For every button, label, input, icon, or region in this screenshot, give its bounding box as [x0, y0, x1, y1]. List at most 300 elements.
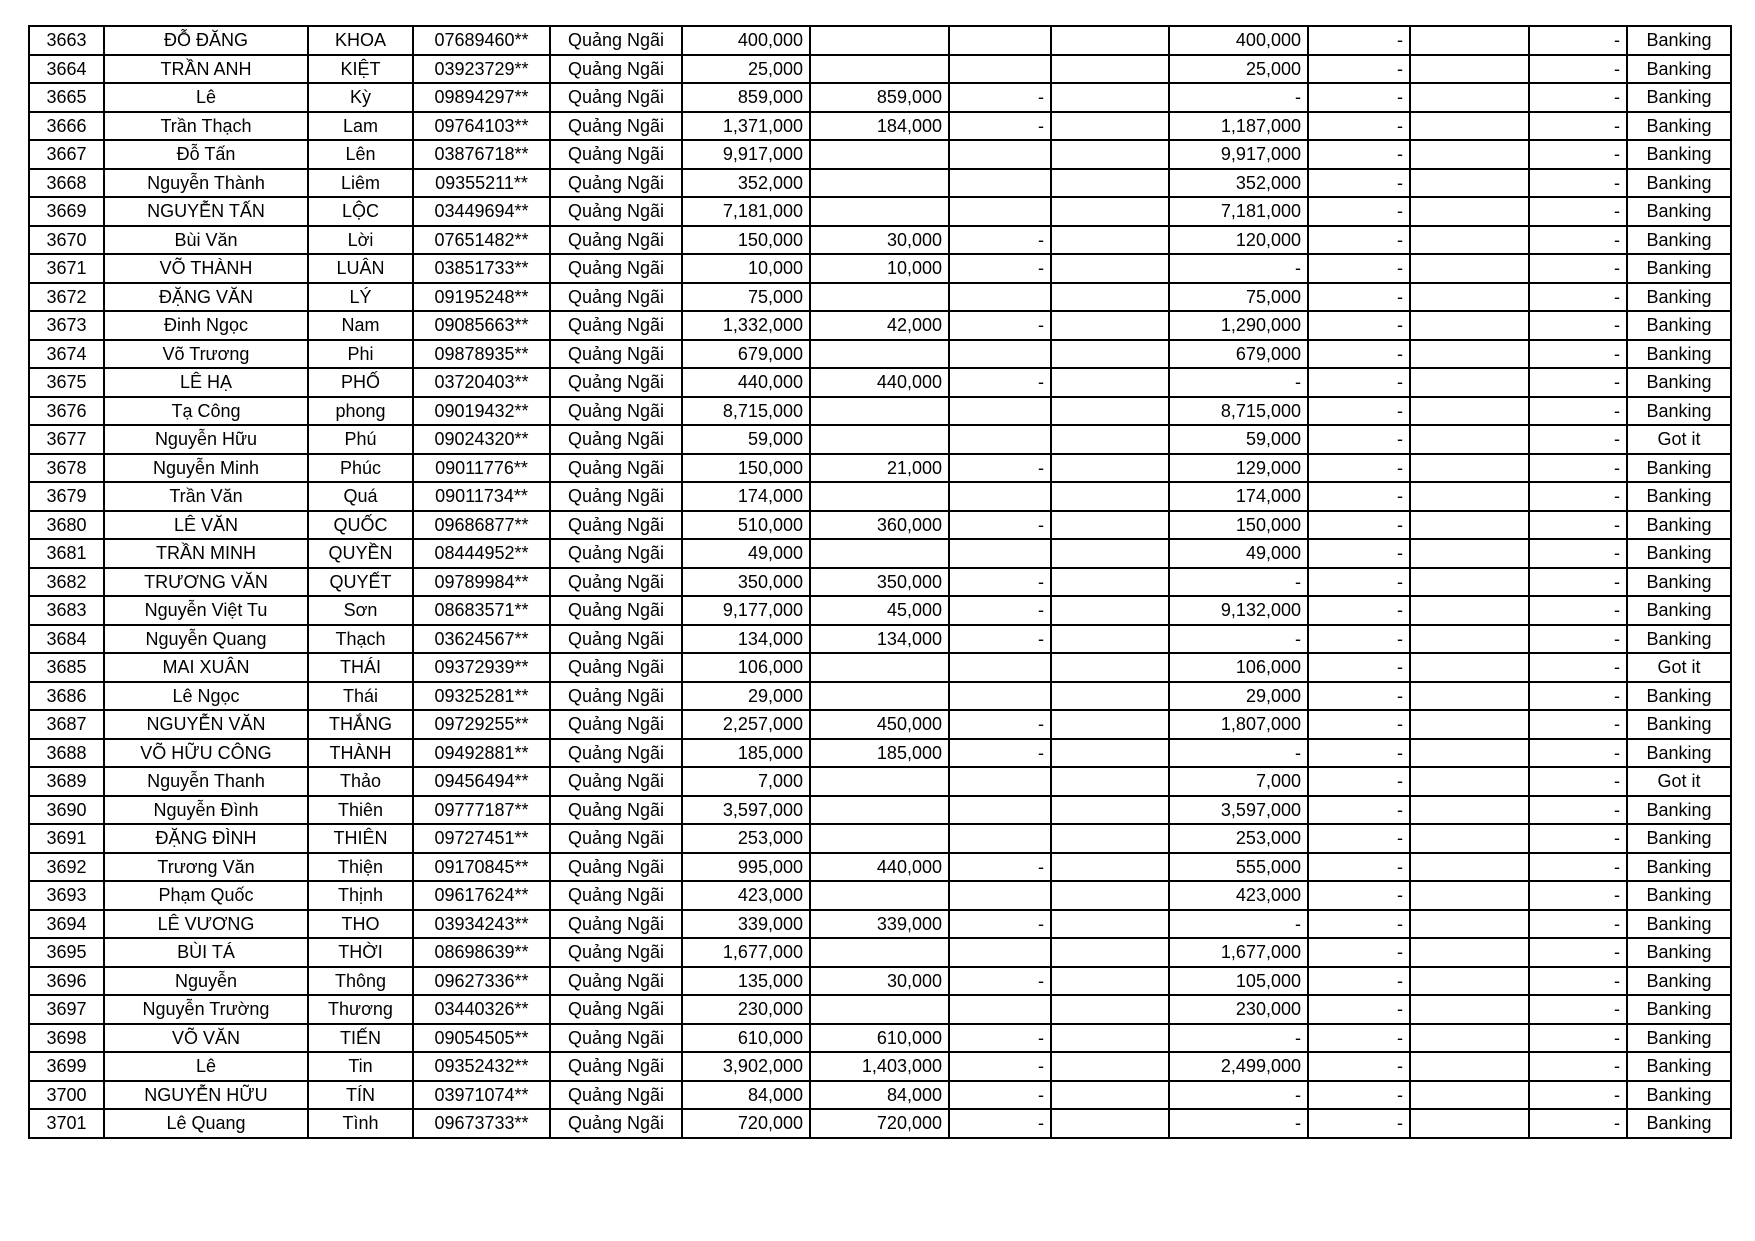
row-number-cell: 3690: [29, 796, 104, 825]
remaining-amount-cell: 1,677,000: [1169, 938, 1308, 967]
amount-col-7-cell: [810, 824, 949, 853]
amount-col-8-cell: [949, 26, 1051, 55]
amount-col-9-cell: [1051, 995, 1169, 1024]
table-row: [29, 596, 1731, 625]
amount-col-11-cell: -: [1308, 511, 1410, 540]
last-name-cell: ĐẶNG VĂN: [104, 283, 308, 312]
total-amount-cell: 9,177,000: [682, 596, 810, 625]
last-name-cell: ĐẶNG ĐÌNH: [104, 824, 308, 853]
amount-col-12-cell: [1410, 226, 1529, 255]
province-cell: Quảng Ngãi: [550, 283, 682, 312]
first-name-cell: Tình: [308, 1109, 413, 1138]
row-number-cell: 3665: [29, 83, 104, 112]
payment-method-cell: Banking: [1627, 1024, 1731, 1053]
province-cell: Quảng Ngãi: [550, 169, 682, 198]
first-name-cell: Liêm: [308, 169, 413, 198]
amount-col-13-cell: -: [1529, 625, 1627, 654]
amount-col-8-cell: [949, 169, 1051, 198]
payout-table: [28, 25, 1732, 1139]
total-amount-cell: 150,000: [682, 454, 810, 483]
amount-col-13-cell: -: [1529, 881, 1627, 910]
last-name-cell: Bùi Văn: [104, 226, 308, 255]
total-amount-cell: 135,000: [682, 967, 810, 996]
amount-col-8-cell: [949, 682, 1051, 711]
amount-col-11-cell: -: [1308, 824, 1410, 853]
payment-method-cell: Banking: [1627, 454, 1731, 483]
amount-col-11-cell: -: [1308, 1024, 1410, 1053]
remaining-amount-cell: 129,000: [1169, 454, 1308, 483]
payment-method-cell: Banking: [1627, 682, 1731, 711]
last-name-cell: VÕ VĂN: [104, 1024, 308, 1053]
first-name-cell: Thịnh: [308, 881, 413, 910]
row-number-cell: 3674: [29, 340, 104, 369]
amount-col-8-cell: [949, 482, 1051, 511]
amount-col-8-cell: [949, 995, 1051, 1024]
amount-col-13-cell: -: [1529, 397, 1627, 426]
province-cell: Quảng Ngãi: [550, 311, 682, 340]
table-row: [29, 539, 1731, 568]
first-name-cell: Lam: [308, 112, 413, 141]
amount-col-7-cell: [810, 55, 949, 84]
amount-col-7-cell: 30,000: [810, 226, 949, 255]
payment-method-cell: Banking: [1627, 340, 1731, 369]
amount-col-12-cell: [1410, 26, 1529, 55]
table-row: [29, 1081, 1731, 1110]
last-name-cell: Nguyễn Đình: [104, 796, 308, 825]
province-cell: Quảng Ngãi: [550, 254, 682, 283]
province-cell: Quảng Ngãi: [550, 1052, 682, 1081]
payment-method-cell: Banking: [1627, 995, 1731, 1024]
amount-col-9-cell: [1051, 653, 1169, 682]
first-name-cell: Thảo: [308, 767, 413, 796]
amount-col-12-cell: [1410, 881, 1529, 910]
payment-method-cell: Banking: [1627, 853, 1731, 882]
amount-col-8-cell: [949, 767, 1051, 796]
amount-col-11-cell: -: [1308, 995, 1410, 1024]
first-name-cell: Thạch: [308, 625, 413, 654]
last-name-cell: LÊ HẠ: [104, 368, 308, 397]
amount-col-8-cell: [949, 340, 1051, 369]
total-amount-cell: 174,000: [682, 482, 810, 511]
remaining-amount-cell: 1,187,000: [1169, 112, 1308, 141]
amount-col-8-cell: -: [949, 254, 1051, 283]
total-amount-cell: 25,000: [682, 55, 810, 84]
amount-col-9-cell: [1051, 796, 1169, 825]
last-name-cell: Lê Ngọc: [104, 682, 308, 711]
amount-col-12-cell: [1410, 1081, 1529, 1110]
payment-method-cell: Banking: [1627, 1052, 1731, 1081]
last-name-cell: Nguyễn Thành: [104, 169, 308, 198]
amount-col-13-cell: -: [1529, 112, 1627, 141]
province-cell: Quảng Ngãi: [550, 853, 682, 882]
province-cell: Quảng Ngãi: [550, 425, 682, 454]
amount-col-12-cell: [1410, 368, 1529, 397]
payment-method-cell: Banking: [1627, 169, 1731, 198]
amount-col-7-cell: 450,000: [810, 710, 949, 739]
row-number-cell: 3675: [29, 368, 104, 397]
amount-col-8-cell: -: [949, 83, 1051, 112]
total-amount-cell: 610,000: [682, 1024, 810, 1053]
first-name-cell: LUÂN: [308, 254, 413, 283]
amount-col-13-cell: -: [1529, 1052, 1627, 1081]
amount-col-9-cell: [1051, 511, 1169, 540]
row-number-cell: 3666: [29, 112, 104, 141]
amount-col-11-cell: -: [1308, 739, 1410, 768]
payment-method-cell: Banking: [1627, 482, 1731, 511]
payment-method-cell: Banking: [1627, 710, 1731, 739]
row-number-cell: 3696: [29, 967, 104, 996]
total-amount-cell: 339,000: [682, 910, 810, 939]
remaining-amount-cell: -: [1169, 1081, 1308, 1110]
amount-col-8-cell: -: [949, 1024, 1051, 1053]
table-row: [29, 368, 1731, 397]
amount-col-7-cell: 339,000: [810, 910, 949, 939]
amount-col-7-cell: [810, 340, 949, 369]
first-name-cell: TIẾN: [308, 1024, 413, 1053]
amount-col-12-cell: [1410, 938, 1529, 967]
amount-col-8-cell: [949, 425, 1051, 454]
amount-col-7-cell: [810, 283, 949, 312]
province-cell: Quảng Ngãi: [550, 26, 682, 55]
table-row: [29, 967, 1731, 996]
amount-col-8-cell: -: [949, 226, 1051, 255]
remaining-amount-cell: 25,000: [1169, 55, 1308, 84]
amount-col-13-cell: -: [1529, 682, 1627, 711]
last-name-cell: Đinh Ngọc: [104, 311, 308, 340]
amount-col-12-cell: [1410, 596, 1529, 625]
amount-col-11-cell: -: [1308, 853, 1410, 882]
amount-col-11-cell: -: [1308, 425, 1410, 454]
table-row: [29, 226, 1731, 255]
first-name-cell: LÝ: [308, 283, 413, 312]
phone-number-cell: 03449694**: [413, 197, 550, 226]
amount-col-11-cell: -: [1308, 653, 1410, 682]
amount-col-8-cell: -: [949, 511, 1051, 540]
phone-number-cell: 09085663**: [413, 311, 550, 340]
table-row: [29, 1024, 1731, 1053]
amount-col-13-cell: -: [1529, 710, 1627, 739]
phone-number-cell: 03923729**: [413, 55, 550, 84]
amount-col-8-cell: -: [949, 853, 1051, 882]
amount-col-12-cell: [1410, 283, 1529, 312]
amount-col-9-cell: [1051, 454, 1169, 483]
last-name-cell: Trần Thạch: [104, 112, 308, 141]
amount-col-12-cell: [1410, 995, 1529, 1024]
payment-method-cell: Banking: [1627, 112, 1731, 141]
remaining-amount-cell: -: [1169, 568, 1308, 597]
table-row: [29, 397, 1731, 426]
phone-number-cell: 03624567**: [413, 625, 550, 654]
row-number-cell: 3676: [29, 397, 104, 426]
remaining-amount-cell: 8,715,000: [1169, 397, 1308, 426]
remaining-amount-cell: -: [1169, 739, 1308, 768]
amount-col-11-cell: -: [1308, 625, 1410, 654]
payment-method-cell: Banking: [1627, 967, 1731, 996]
amount-col-13-cell: -: [1529, 539, 1627, 568]
amount-col-12-cell: [1410, 1052, 1529, 1081]
province-cell: Quảng Ngãi: [550, 112, 682, 141]
amount-col-7-cell: 360,000: [810, 511, 949, 540]
payment-method-cell: Banking: [1627, 83, 1731, 112]
payment-method-cell: Banking: [1627, 938, 1731, 967]
first-name-cell: LỘC: [308, 197, 413, 226]
first-name-cell: Phúc: [308, 454, 413, 483]
table-row: [29, 796, 1731, 825]
amount-col-8-cell: [949, 283, 1051, 312]
amount-col-9-cell: [1051, 1024, 1169, 1053]
row-number-cell: 3671: [29, 254, 104, 283]
last-name-cell: TRẦN MINH: [104, 539, 308, 568]
amount-col-9-cell: [1051, 1052, 1169, 1081]
amount-col-9-cell: [1051, 112, 1169, 141]
remaining-amount-cell: 106,000: [1169, 653, 1308, 682]
total-amount-cell: 3,902,000: [682, 1052, 810, 1081]
table-row: [29, 112, 1731, 141]
amount-col-12-cell: [1410, 796, 1529, 825]
amount-col-12-cell: [1410, 140, 1529, 169]
remaining-amount-cell: 59,000: [1169, 425, 1308, 454]
remaining-amount-cell: 679,000: [1169, 340, 1308, 369]
row-number-cell: 3681: [29, 539, 104, 568]
amount-col-11-cell: -: [1308, 454, 1410, 483]
table-row: [29, 482, 1731, 511]
table-body: [29, 26, 1731, 1138]
amount-col-7-cell: 350,000: [810, 568, 949, 597]
amount-col-9-cell: [1051, 967, 1169, 996]
total-amount-cell: 1,332,000: [682, 311, 810, 340]
amount-col-12-cell: [1410, 482, 1529, 511]
province-cell: Quảng Ngãi: [550, 653, 682, 682]
amount-col-9-cell: [1051, 881, 1169, 910]
first-name-cell: QUỐC: [308, 511, 413, 540]
amount-col-9-cell: [1051, 283, 1169, 312]
phone-number-cell: 09729255**: [413, 710, 550, 739]
first-name-cell: Tin: [308, 1052, 413, 1081]
row-number-cell: 3691: [29, 824, 104, 853]
amount-col-11-cell: -: [1308, 226, 1410, 255]
first-name-cell: TÍN: [308, 1081, 413, 1110]
amount-col-12-cell: [1410, 682, 1529, 711]
province-cell: Quảng Ngãi: [550, 767, 682, 796]
amount-col-7-cell: [810, 796, 949, 825]
phone-number-cell: 09456494**: [413, 767, 550, 796]
total-amount-cell: 10,000: [682, 254, 810, 283]
phone-number-cell: 07651482**: [413, 226, 550, 255]
amount-col-13-cell: -: [1529, 26, 1627, 55]
amount-col-12-cell: [1410, 710, 1529, 739]
table-row: [29, 682, 1731, 711]
remaining-amount-cell: 29,000: [1169, 682, 1308, 711]
first-name-cell: Sơn: [308, 596, 413, 625]
total-amount-cell: 679,000: [682, 340, 810, 369]
amount-col-12-cell: [1410, 568, 1529, 597]
amount-col-7-cell: [810, 482, 949, 511]
phone-number-cell: 09617624**: [413, 881, 550, 910]
amount-col-13-cell: -: [1529, 596, 1627, 625]
amount-col-13-cell: -: [1529, 739, 1627, 768]
payment-method-cell: Banking: [1627, 226, 1731, 255]
phone-number-cell: 09352432**: [413, 1052, 550, 1081]
phone-number-cell: 09195248**: [413, 283, 550, 312]
amount-col-11-cell: -: [1308, 283, 1410, 312]
total-amount-cell: 8,715,000: [682, 397, 810, 426]
last-name-cell: NGUYỄN VĂN: [104, 710, 308, 739]
total-amount-cell: 59,000: [682, 425, 810, 454]
amount-col-8-cell: [949, 140, 1051, 169]
province-cell: Quảng Ngãi: [550, 83, 682, 112]
amount-col-12-cell: [1410, 254, 1529, 283]
first-name-cell: Phú: [308, 425, 413, 454]
amount-col-9-cell: [1051, 1109, 1169, 1138]
amount-col-7-cell: [810, 425, 949, 454]
amount-col-8-cell: [949, 55, 1051, 84]
amount-col-13-cell: -: [1529, 853, 1627, 882]
first-name-cell: phong: [308, 397, 413, 426]
total-amount-cell: 150,000: [682, 226, 810, 255]
first-name-cell: Thương: [308, 995, 413, 1024]
amount-col-12-cell: [1410, 197, 1529, 226]
province-cell: Quảng Ngãi: [550, 995, 682, 1024]
total-amount-cell: 2,257,000: [682, 710, 810, 739]
amount-col-8-cell: -: [949, 1109, 1051, 1138]
first-name-cell: Nam: [308, 311, 413, 340]
payment-method-cell: Banking: [1627, 824, 1731, 853]
last-name-cell: Nguyễn: [104, 967, 308, 996]
amount-col-9-cell: [1051, 425, 1169, 454]
row-number-cell: 3669: [29, 197, 104, 226]
amount-col-7-cell: [810, 767, 949, 796]
payment-method-cell: Banking: [1627, 26, 1731, 55]
province-cell: Quảng Ngãi: [550, 881, 682, 910]
remaining-amount-cell: -: [1169, 1109, 1308, 1138]
province-cell: Quảng Ngãi: [550, 55, 682, 84]
phone-number-cell: 09019432**: [413, 397, 550, 426]
amount-col-13-cell: -: [1529, 938, 1627, 967]
total-amount-cell: 859,000: [682, 83, 810, 112]
payment-method-cell: Banking: [1627, 1081, 1731, 1110]
amount-col-9-cell: [1051, 539, 1169, 568]
remaining-amount-cell: 3,597,000: [1169, 796, 1308, 825]
row-number-cell: 3663: [29, 26, 104, 55]
remaining-amount-cell: -: [1169, 1024, 1308, 1053]
remaining-amount-cell: 49,000: [1169, 539, 1308, 568]
amount-col-11-cell: -: [1308, 1081, 1410, 1110]
amount-col-12-cell: [1410, 625, 1529, 654]
amount-col-11-cell: -: [1308, 55, 1410, 84]
last-name-cell: Đỗ Tấn: [104, 140, 308, 169]
amount-col-12-cell: [1410, 967, 1529, 996]
row-number-cell: 3699: [29, 1052, 104, 1081]
payment-method-cell: Banking: [1627, 55, 1731, 84]
table-row: [29, 511, 1731, 540]
amount-col-12-cell: [1410, 425, 1529, 454]
amount-col-9-cell: [1051, 397, 1169, 426]
last-name-cell: VÕ HỮU CÔNG: [104, 739, 308, 768]
phone-number-cell: 08444952**: [413, 539, 550, 568]
amount-col-9-cell: [1051, 910, 1169, 939]
amount-col-13-cell: -: [1529, 340, 1627, 369]
last-name-cell: Lê Quang: [104, 1109, 308, 1138]
first-name-cell: QUYẾT: [308, 568, 413, 597]
first-name-cell: Phi: [308, 340, 413, 369]
remaining-amount-cell: 120,000: [1169, 226, 1308, 255]
amount-col-13-cell: -: [1529, 767, 1627, 796]
province-cell: Quảng Ngãi: [550, 568, 682, 597]
last-name-cell: Nguyễn Hữu: [104, 425, 308, 454]
remaining-amount-cell: 7,181,000: [1169, 197, 1308, 226]
table-row: [29, 910, 1731, 939]
province-cell: Quảng Ngãi: [550, 140, 682, 169]
table-row: [29, 1109, 1731, 1138]
payment-method-cell: Banking: [1627, 596, 1731, 625]
total-amount-cell: 84,000: [682, 1081, 810, 1110]
amount-col-8-cell: -: [949, 910, 1051, 939]
table-row: [29, 83, 1731, 112]
total-amount-cell: 440,000: [682, 368, 810, 397]
remaining-amount-cell: 75,000: [1169, 283, 1308, 312]
row-number-cell: 3694: [29, 910, 104, 939]
amount-col-7-cell: 184,000: [810, 112, 949, 141]
table-row: [29, 197, 1731, 226]
payment-method-cell: Banking: [1627, 140, 1731, 169]
amount-col-8-cell: [949, 881, 1051, 910]
amount-col-8-cell: -: [949, 368, 1051, 397]
amount-col-13-cell: -: [1529, 169, 1627, 198]
first-name-cell: THO: [308, 910, 413, 939]
table-row: [29, 140, 1731, 169]
last-name-cell: TRƯƠNG VĂN: [104, 568, 308, 597]
payment-method-cell: Banking: [1627, 1109, 1731, 1138]
amount-col-13-cell: -: [1529, 197, 1627, 226]
first-name-cell: KIỆT: [308, 55, 413, 84]
amount-col-7-cell: [810, 938, 949, 967]
total-amount-cell: 995,000: [682, 853, 810, 882]
amount-col-8-cell: [949, 653, 1051, 682]
row-number-cell: 3670: [29, 226, 104, 255]
phone-number-cell: 09492881**: [413, 739, 550, 768]
payment-method-cell: Banking: [1627, 197, 1731, 226]
payment-method-cell: Banking: [1627, 881, 1731, 910]
amount-col-13-cell: -: [1529, 226, 1627, 255]
amount-col-7-cell: 185,000: [810, 739, 949, 768]
total-amount-cell: 49,000: [682, 539, 810, 568]
phone-number-cell: 09011734**: [413, 482, 550, 511]
row-number-cell: 3683: [29, 596, 104, 625]
amount-col-11-cell: -: [1308, 596, 1410, 625]
amount-col-9-cell: [1051, 55, 1169, 84]
phone-number-cell: 08683571**: [413, 596, 550, 625]
remaining-amount-cell: 1,807,000: [1169, 710, 1308, 739]
table-row: [29, 739, 1731, 768]
amount-col-7-cell: [810, 995, 949, 1024]
amount-col-13-cell: -: [1529, 311, 1627, 340]
table-row: [29, 881, 1731, 910]
table-row: [29, 625, 1731, 654]
remaining-amount-cell: 105,000: [1169, 967, 1308, 996]
amount-col-8-cell: [949, 539, 1051, 568]
phone-number-cell: 09764103**: [413, 112, 550, 141]
phone-number-cell: 09627336**: [413, 967, 550, 996]
amount-col-13-cell: -: [1529, 511, 1627, 540]
table-row: [29, 454, 1731, 483]
amount-col-8-cell: -: [949, 710, 1051, 739]
amount-col-12-cell: [1410, 1109, 1529, 1138]
amount-col-13-cell: -: [1529, 83, 1627, 112]
amount-col-11-cell: -: [1308, 397, 1410, 426]
amount-col-11-cell: -: [1308, 254, 1410, 283]
row-number-cell: 3672: [29, 283, 104, 312]
amount-col-9-cell: [1051, 340, 1169, 369]
